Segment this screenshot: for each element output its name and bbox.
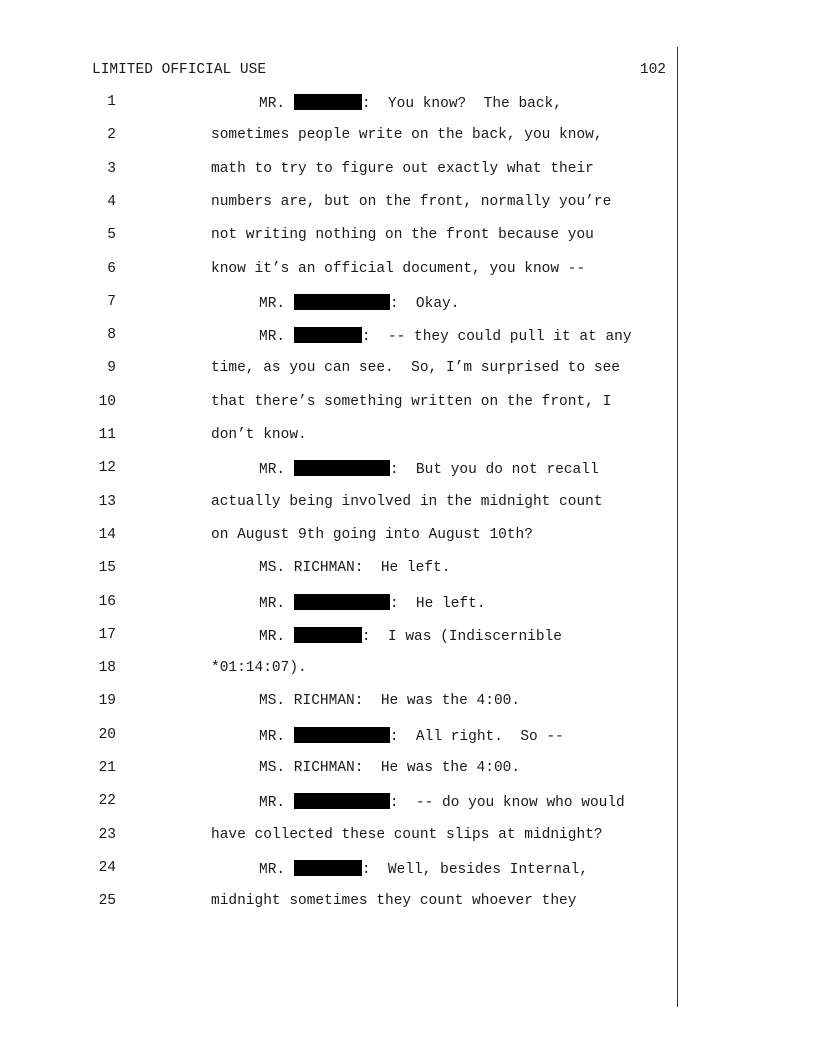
- line-number: 9: [107, 360, 116, 377]
- page-number: 102: [639, 62, 666, 78]
- transcript-line: [0, 94, 816, 114]
- transcript-line: [0, 827, 816, 847]
- line-number: 21: [98, 760, 116, 776]
- speaker-title: MR.: [259, 329, 294, 346]
- speaker-title: MR.: [259, 462, 294, 479]
- redaction-box: [294, 94, 362, 110]
- transcript-line: [0, 527, 816, 547]
- line-number: 20: [98, 726, 116, 743]
- line-text: numbers are, but on the front, normally you’re: [211, 193, 612, 210]
- transcript-line: [0, 427, 816, 447]
- line-number: 10: [98, 393, 116, 410]
- redaction-box: [294, 727, 390, 743]
- line-number: 5: [107, 227, 116, 244]
- speaker-title: MR.: [259, 861, 294, 878]
- transcript-line: [0, 560, 816, 580]
- line-number: 23: [98, 826, 116, 843]
- line-text: not writing nothing on the front because you: [211, 227, 594, 244]
- redaction-box: [294, 793, 390, 809]
- line-number: 2: [107, 127, 116, 144]
- transcript-line: [0, 860, 816, 880]
- speaker-title: MR.: [259, 595, 294, 612]
- line-number: 15: [98, 560, 116, 577]
- transcript-line: [0, 893, 816, 913]
- line-number: 7: [107, 293, 116, 310]
- transcript-line: [0, 294, 816, 314]
- line-text: sometimes people write on the back, you know,: [211, 127, 603, 144]
- transcript-line: [0, 793, 816, 813]
- speaker-line: [259, 627, 562, 645]
- speaker-title: MR.: [259, 628, 294, 645]
- speaker-title: MR.: [259, 295, 294, 312]
- line-number: 14: [98, 526, 116, 543]
- speaker-line: MS. RICHMAN: He was the 4:00.: [259, 760, 521, 776]
- speech-text: : You know? The back,: [361, 96, 562, 112]
- line-number: 12: [98, 460, 116, 477]
- line-text: time, as you can see. So, I’m surprised to see: [211, 360, 620, 377]
- line-number: 8: [107, 327, 116, 344]
- line-text: midnight sometimes they count whoever they: [211, 893, 577, 910]
- transcript-line: [0, 127, 816, 147]
- speech-text: : But you do not recall: [389, 462, 599, 479]
- line-number: 22: [98, 793, 116, 810]
- line-number: 19: [98, 693, 116, 710]
- transcript-line: [0, 660, 816, 680]
- line-text: actually being involved in the midnight count: [211, 493, 603, 510]
- transcript-line: [0, 161, 816, 181]
- speaker-line: MS. RICHMAN: He left.: [259, 560, 451, 577]
- redaction-box: [294, 594, 390, 610]
- redaction-box: [294, 294, 390, 310]
- speech-text: : -- they could pull it at any: [361, 329, 632, 346]
- transcript-line: [0, 227, 816, 247]
- line-text: math to try to figure out exactly what their: [211, 160, 594, 177]
- speech-text: : All right. So --: [389, 728, 564, 745]
- transcript-line: [0, 327, 816, 347]
- speaker-line: [259, 860, 588, 878]
- speaker-title: MR.: [259, 96, 294, 112]
- transcript-line: [0, 594, 816, 614]
- line-number: 3: [107, 160, 116, 177]
- speaker-line: [259, 294, 459, 312]
- line-text: *01:14:07).: [211, 660, 307, 677]
- speaker-title: MR.: [259, 795, 294, 812]
- speaker-line: [259, 327, 632, 345]
- redaction-box: [294, 860, 362, 876]
- speaker-line: [259, 460, 599, 478]
- transcript-line: [0, 494, 816, 514]
- line-number: 24: [98, 859, 116, 876]
- transcript-line: [0, 627, 816, 647]
- speech-text: : He left.: [389, 595, 486, 612]
- speech-text: : Well, besides Internal,: [361, 861, 589, 878]
- transcript-line: [0, 460, 816, 480]
- line-number: 17: [98, 626, 116, 643]
- line-text: that there’s something written on the front, I: [211, 393, 612, 410]
- transcript-line: [0, 194, 816, 214]
- redaction-box: [294, 627, 362, 643]
- classification-header: LIMITED OFFICIAL USE: [92, 62, 267, 78]
- line-number: 1: [107, 94, 116, 110]
- line-text: know it’s an official document, you know --: [211, 260, 586, 277]
- speech-text: : Okay.: [389, 295, 460, 312]
- line-number: 6: [107, 260, 116, 277]
- speaker-line: [259, 594, 486, 612]
- line-number: 25: [98, 893, 116, 910]
- transcript-line: [0, 727, 816, 747]
- transcript-line: [0, 261, 816, 281]
- transcript-line: [0, 693, 816, 713]
- transcript-line: [0, 394, 816, 414]
- speaker-line: [259, 793, 625, 811]
- line-number: 18: [98, 660, 116, 677]
- redaction-box: [294, 327, 362, 343]
- transcript-line: [0, 760, 816, 780]
- line-text: on August 9th going into August 10th?: [211, 526, 533, 543]
- line-text: have collected these count slips at midnight?: [211, 826, 603, 843]
- line-number: 4: [107, 193, 116, 210]
- speaker-line: MS. RICHMAN: He was the 4:00.: [259, 693, 521, 710]
- speech-text: : -- do you know who would: [389, 795, 625, 812]
- line-number: 13: [98, 493, 116, 510]
- line-number: 11: [98, 427, 116, 443]
- redaction-box: [294, 460, 390, 476]
- speech-text: : I was (Indiscernible: [361, 628, 562, 645]
- speaker-line: [259, 727, 564, 745]
- transcript-line: [0, 360, 816, 380]
- line-number: 16: [98, 593, 116, 610]
- speaker-line: [259, 94, 562, 112]
- line-text: don’t know.: [211, 427, 307, 443]
- speaker-title: MR.: [259, 728, 294, 745]
